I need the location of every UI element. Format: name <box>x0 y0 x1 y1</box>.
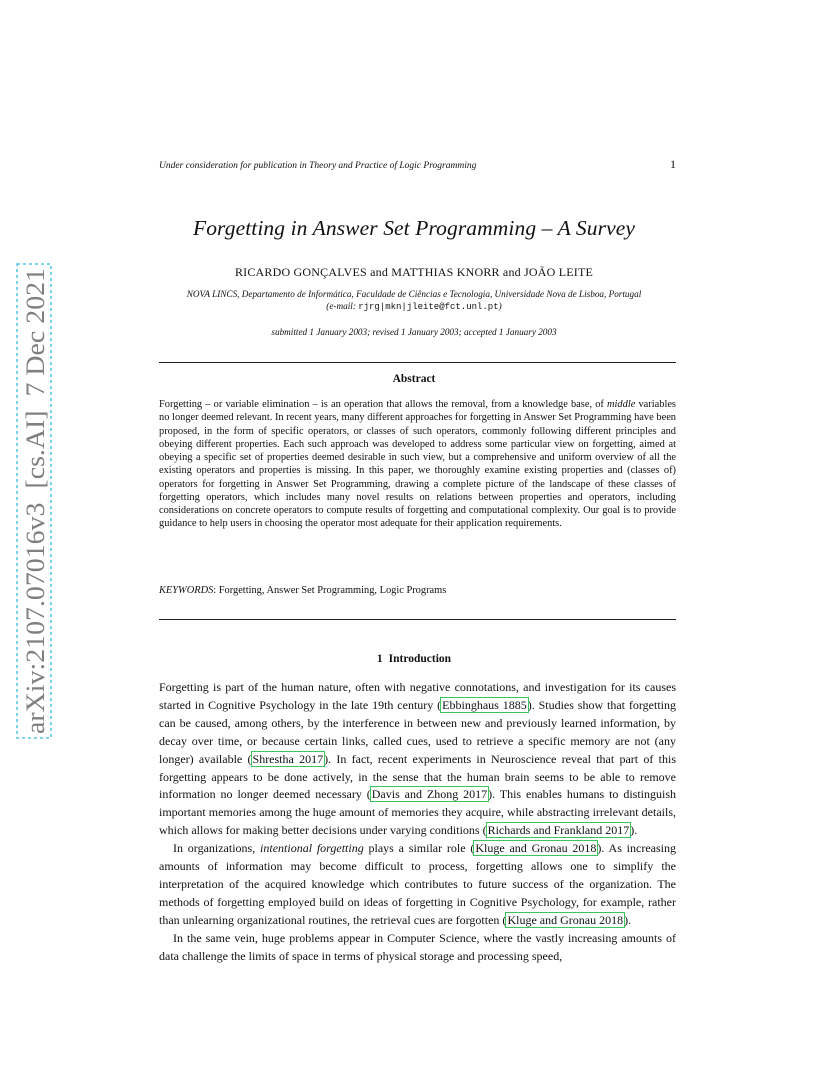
abstract-text-part: variables no longer deemed relevant. In recent years, many different approaches for forgetting in Answer Set Programming have been proposed, in the form of specific operators, or classes of such operators, commonly following different principles and obeying different properties. Each such approach was developed to address some particular view on forgetting, aimed at obeying a specific set of properties deemed desirable in such view, but a comprehensive and uniform overview of all the existing operators and properties is missing. In this paper, we thoroughly examine existing properties and (classes of) operators for forgetting in Answer Set Programming, drawing a complete picture of the landscape of these classes of forgetting operators, which includes many novel results on relations between properties and operators, including considerations on concrete operators to compute results of forgetting and computational complexity. Our goal is to provide guidance to help users in choosing the operator most adequate for their application requirements. <box>159 399 676 530</box>
text-run: In the same vein, huge problems appear in Computer Science, where the vastly increasing amounts of data challenge the limits of space in terms of physical storage and processing speed, <box>159 930 676 963</box>
section-number: 1 <box>376 653 383 665</box>
abstract-text <box>159 398 676 531</box>
text-run: plays a similar role ( <box>363 841 475 856</box>
paragraph <box>159 679 676 840</box>
intro-body <box>159 679 676 966</box>
text-run: ). <box>630 823 638 838</box>
email-label: e-mail: <box>329 301 356 311</box>
author-list: RICARDO GONÇALVES and MATTHIAS KNORR and JOÃO LEITE <box>234 265 594 279</box>
citation-link[interactable]: Davis and Zhong 2017 <box>371 787 488 802</box>
citation-link[interactable]: Ebbinghaus 1885 <box>442 697 527 712</box>
running-header <box>159 157 676 172</box>
email-line: (e-mail: rjrg|mkn|jleite@fct.unl.pt) <box>326 301 502 312</box>
rule-bottom <box>159 619 676 620</box>
page-number: 1 <box>670 157 676 171</box>
paper-title: Forgetting in Answer Set Programming – A Survey <box>192 216 636 240</box>
submission-dates: submitted 1 January 2003; revised 1 January 2003; accepted 1 January 2003 <box>271 327 557 337</box>
keywords-label: KEYWORDS <box>159 585 214 596</box>
affiliation: NOVA LINCS, Departamento de Informática, Faculdade de Ciências e Tecnologia, Universidade Nova de Lisboa, Portugal <box>186 289 642 299</box>
arxiv-id-text: arXiv:2107.07016v3 [cs.AI] 7 Dec 2021 <box>21 299 50 734</box>
citation-link[interactable]: Kluge and Gronau 2018 <box>475 841 597 856</box>
text-run: ). As increasing amounts of information may become difficult to process, forgetting allows one to simplify the interpretation of the acquired knowledge which contributes to future success of the organization. The methods of forgetting employed build on ideas of forgetting in Cognitive Psychology, for example, rather than unlearning organizational routines, the retrieval cues are forgotten ( <box>159 841 676 927</box>
abstract-heading: Abstract <box>392 373 436 385</box>
emphasis-text: intentional forgetting <box>260 841 364 856</box>
text-run: In organizations, <box>173 841 261 856</box>
citation-link[interactable]: Shrestha 2017 <box>252 751 324 766</box>
section-heading <box>0 653 828 665</box>
citation-link[interactable]: Kluge and Gronau 2018 <box>507 912 624 927</box>
text-run: ). <box>624 912 632 927</box>
abstract-text-part: Forgetting – or variable elimination – is an operation that allows the removal, from a knowledge base, of <box>159 399 608 410</box>
keywords-line <box>159 585 676 596</box>
paragraph <box>159 930 676 966</box>
email-address: rjrg|mkn|jleite@fct.unl.pt <box>358 302 499 312</box>
paragraph <box>159 840 676 930</box>
rule-top <box>159 362 676 363</box>
text-run: ). Studies show that forgetting can be caused, among others, by the interference in between new and previously learned information, by decay over time, or because certain links, called cues, used to retrieve a specific memory are not (any longer) available ( <box>159 697 676 766</box>
section-title: Introduction <box>388 653 452 665</box>
abstract-emphasis: middle <box>607 399 636 410</box>
citation-link[interactable]: Richards and Frankland 2017 <box>487 823 630 838</box>
keywords-values: : Forgetting, Answer Set Programming, Logic Programs <box>213 585 447 596</box>
text-run: ). In fact, recent experiments in Neuroscience reveal that part of this forgetting appears to be done actively, in the sense that the human brain seems to be able to remove information no longer deemed necessary ( <box>159 751 676 802</box>
affiliation-block <box>0 288 828 313</box>
venue-note: Under consideration for publication in Theory and Practice of Logic Programming <box>159 161 477 171</box>
text-run: ). This enables humans to distinguish important memories among the huge amount of memories they acquire, while abstracting irrelevant details, which allows for making better decisions under varying conditions ( <box>159 787 677 838</box>
text-run: Forgetting is part of the human nature, often with negative connotations, and investigation for its causes started in Cognitive Psychology in the late 19th century ( <box>159 680 676 712</box>
